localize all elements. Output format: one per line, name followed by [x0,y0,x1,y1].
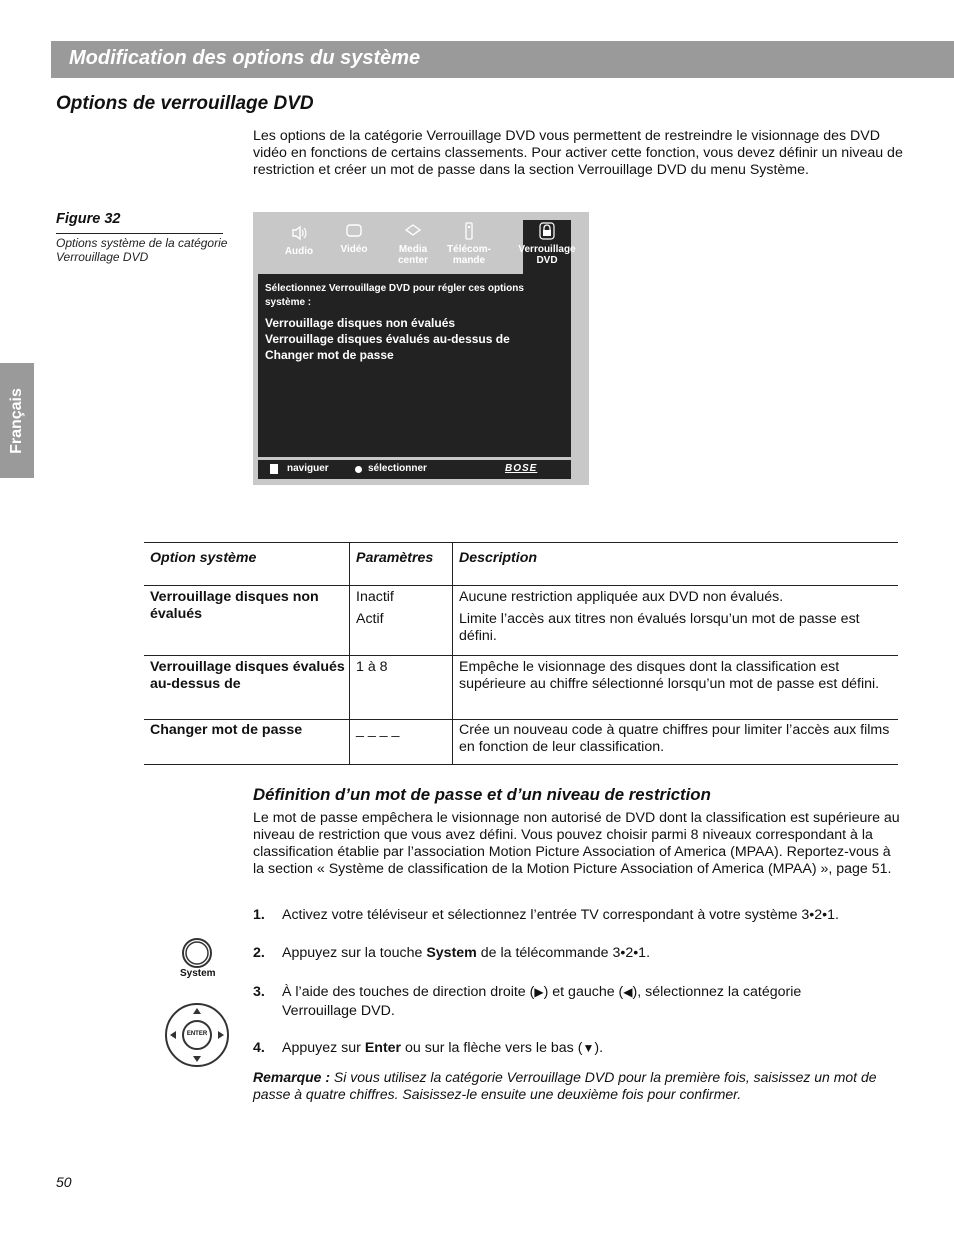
screen-footer [258,460,571,479]
bose-logo: BOSE [505,463,538,474]
table-cell-params: _ _ _ _ [350,720,453,765]
lock-icon [538,222,556,240]
dpad-illustration [164,1002,230,1068]
menu-panel [258,274,571,457]
table-cell-option: Verrouillage disques évalués au-dessus de [144,656,350,720]
subsection-title: Définition d’un mot de passe et d’un niveau de restriction [253,785,711,804]
note-text: Si vous utilisez la catégorie Verrouillage DVD pour la première fois, saisissez un mot de passe à quatre chiffres. Saisissez-le ensuite une deuxième fois pour confirmer. [253,1069,877,1102]
subsection-intro: Le mot de passe empêchera le visionnage non autorisé de DVD dont la classification est supérieure au niveau de restriction que vous avez défini. Vous pouvez choisir parmi 8 niveaux correspondant à la classification établie par l’association Motion Picture Association of America (MPAA). Reportez-vous à la section « Système de classification de la Motion Picture Association of America (MPAA) », page 51. [253,810,900,877]
select-label: sélectionner [368,463,427,474]
step-1: 1. Activez votre téléviseur et sélectionnez l’entrée TV correspondant à votre système 3•2•1. [253,907,839,923]
header-bar [51,41,954,78]
system-menu-screen [253,212,589,485]
table-cell-params: Inactif Actif [350,586,453,656]
section-title: Options de verrouillage DVD [56,93,314,114]
down-arrow-icon: ▼ [582,1041,595,1055]
select-dot-icon [355,466,362,473]
tab-media-center: Media center [385,222,441,266]
language-side-tab [0,363,34,478]
speaker-icon [290,224,308,242]
left-arrow-icon: ◀ [623,985,633,999]
enter-label: ENTER [186,1031,208,1037]
system-button-label: System [180,968,216,979]
table-cell-description: Aucune restriction appliquée aux DVD non évalués. Limite l’accès aux titres non évalués lorsqu’un mot de passe est défini. [453,586,899,656]
note-label: Remarque : [253,1069,331,1085]
figure-title: Figure 32 [56,211,121,227]
language-label: Français [8,387,25,454]
media-center-icon [404,222,422,240]
system-button-icon [180,938,214,968]
system-button-illustration [180,938,214,982]
table-cell-option: Verrouillage disques non évalués [144,586,350,656]
figure-divider [56,233,223,234]
table-header: Description [453,543,899,586]
navigate-label: naviguer [287,463,329,474]
note [253,1069,903,1103]
table-row [144,656,898,720]
table-header-row [144,543,898,586]
menu-option[interactable]: Verrouillage disques évalués au-dessus de [265,332,510,346]
menu-option[interactable]: Changer mot de passe [265,348,394,362]
table-header: Option système [144,543,350,586]
figure-caption: Options système de la catégorie Verrouillage DVD [56,236,228,264]
right-arrow-icon: ▶ [534,985,544,999]
step-4: 4. Appuyez sur Enter ou sur la flèche vers le bas (▼). [253,1040,604,1056]
menu-intro: Sélectionnez Verrouillage DVD pour régler ces options système : [265,283,524,308]
table-header: Paramètres [350,543,453,586]
table-cell-description: Empêche le visionnage des disques dont la classification est supérieure au chiffre sélectionné lorsqu’un mot de passe est défini. [453,656,899,720]
table-row [144,586,898,656]
table-row [144,720,898,765]
tab-audio: Audio [271,224,327,257]
table-cell-description: Crée un nouveau code à quatre chiffres pour limiter l’accès aux films en fonction de leur classification. [453,720,899,765]
step-2: 2. Appuyez sur la touche System de la télécommande 3•2•1. [253,945,651,961]
remote-icon [460,222,478,240]
tab-video: Vidéo [326,222,382,255]
options-table [144,542,898,765]
tv-icon [345,222,363,240]
navigate-icon [270,464,278,474]
step-3: 3. À l’aide des touches de direction droite (▶) et gauche (◀), sélectionnez la catégorie Verrouillage DVD. [253,984,802,1019]
tab-remote: Télécom-mande [440,222,498,266]
menu-option[interactable]: Verrouillage disques non évalués [265,316,456,330]
table-cell-params: 1 à 8 [350,656,453,720]
header-title: Modification des options du système [69,47,421,69]
page-number: 50 [56,1174,72,1190]
table-cell-option: Changer mot de passe [144,720,350,765]
section-intro: Les options de la catégorie Verrouillage DVD vous permettent de restreindre le visionnage des DVD vidéo en fonctions de certains classements. Pour activer cette fonction, vous devez définir un niveau de restriction et créer un mot de passe dans la section Verrouillage DVD du menu Système. [253,128,903,178]
tab-dvd-lock: Verrouillage DVD [515,222,579,266]
